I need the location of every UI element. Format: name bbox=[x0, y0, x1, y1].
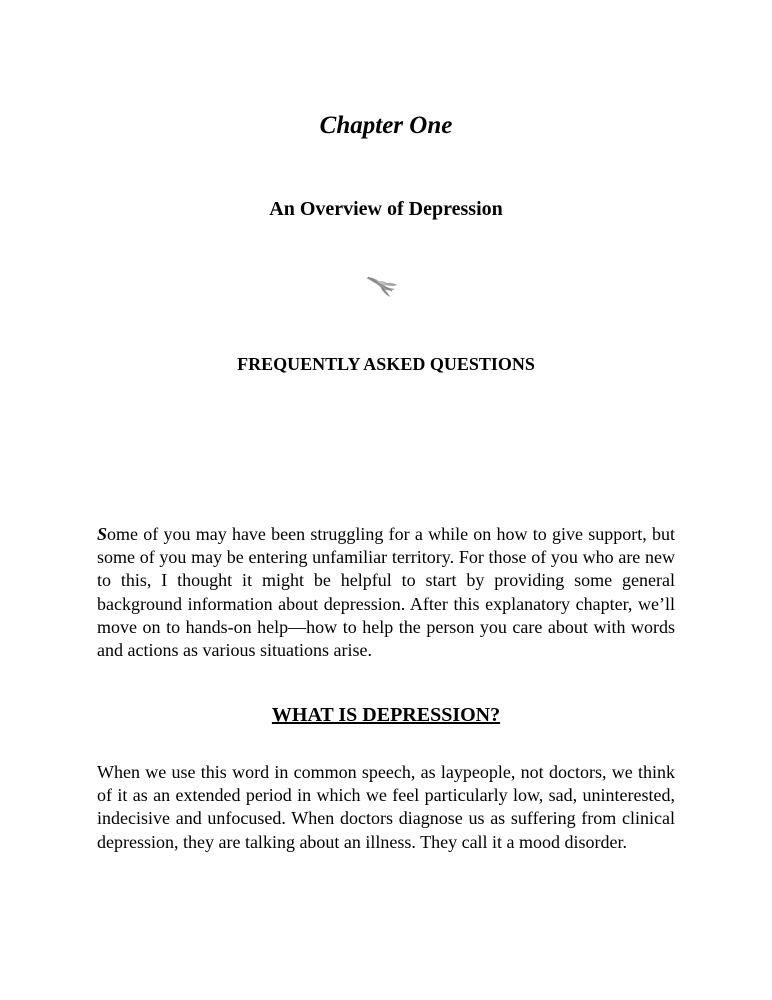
intro-text: ome of you may have been struggling for a while on how to give support, but some of you may be entering unfamiliar territory. For those of you who are new to this, I thought it might be helpful to start by providing some general background information about depression. After this explanatory chapter, we’ll move on to hands-on help—how to help the person you care about with words and actions as various situations arise. bbox=[97, 524, 675, 661]
leaf-ornament-icon bbox=[362, 272, 402, 300]
section-heading: WHAT IS DEPRESSION? bbox=[271, 704, 501, 726]
chapter-title: Chapter One bbox=[319, 112, 453, 139]
intro-paragraph bbox=[97, 523, 675, 662]
chapter-subtitle: An Overview of Depression bbox=[269, 198, 503, 220]
section-paragraph: When we use this word in common speech, as laypeople, not doctors, we think of it as an extended period in which we feel particularly low, sad, uninterested, indecisive and unfocused. When doctors diagnose us as suffering from clinical depression, they are talking about an illness. They call it a mood disorder. bbox=[97, 762, 675, 852]
faq-heading: FREQUENTLY ASKED QUESTIONS bbox=[237, 354, 535, 374]
drop-letter: S bbox=[97, 524, 108, 544]
